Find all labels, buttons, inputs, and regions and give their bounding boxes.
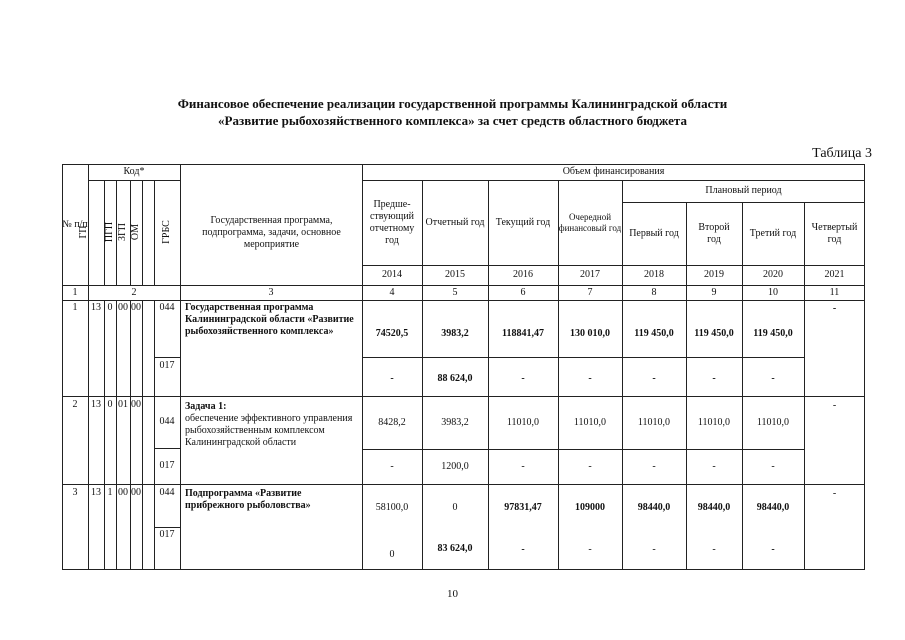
row2-l2-2016: - [521, 461, 525, 472]
index-10: 10 [768, 286, 778, 298]
header-current-year: Текущий год [495, 216, 551, 228]
row3-num: 3 [72, 487, 78, 498]
header-code-pgp: ПГП [104, 221, 115, 243]
row3-l1-2018: 98440,0 [637, 502, 671, 513]
row1-num: 1 [72, 302, 78, 313]
row1-grbs-044: 044 [159, 302, 175, 313]
header-num: № п/п [62, 218, 88, 230]
row2-l1-2014: 8428,2 [378, 417, 406, 428]
row1-gp: 13 [91, 302, 101, 313]
row1-l1-2017: 130 010,0 [570, 328, 610, 339]
document-title-line-1: Финансовое обеспечение реализации государственной программы Калининградской области [177, 96, 728, 111]
index-11: 11 [829, 286, 840, 298]
row3-grbs-017: 017 [159, 529, 175, 540]
header-funding-group: Объем финансирования [562, 166, 665, 177]
row3-l1-2015: 0 [452, 502, 458, 513]
row2-pgp: 0 [107, 399, 113, 410]
row1-l2-2018: - [652, 373, 656, 384]
row2-l2-2018: - [652, 461, 656, 472]
row2-l2-2014: - [390, 461, 394, 472]
row2-2021: - [832, 400, 837, 411]
row3-pgp: 1 [107, 487, 113, 498]
row3-l1-2020: 98440,0 [756, 502, 790, 513]
row3-om: 00 [131, 487, 141, 498]
row1-l2-2020: - [771, 373, 775, 384]
year-2014: 2014 [382, 269, 402, 280]
row2-l2-2019: - [712, 461, 716, 472]
header-name: Государственная программа, подпрограмма, задачи, основное мероприятие [202, 214, 341, 250]
row1-l2-2015: 88 624,0 [437, 373, 473, 384]
row2-grbs-044: 044 [159, 416, 175, 427]
row3-gp: 13 [91, 487, 101, 498]
table-label: Таблица 3 [812, 146, 872, 161]
row3-grbs-044: 044 [159, 487, 175, 498]
row3-l2-2014: 0 [389, 549, 395, 560]
row2-l2-2020: - [771, 461, 775, 472]
header-second-year: Второй год [698, 221, 730, 245]
row1-l2-2019: - [712, 373, 716, 384]
header-code-gp: ГП [78, 225, 89, 239]
document-title-line-2: «Развитие рыбохозяйственного комплекса» за счет средств областного бюджета [218, 113, 687, 128]
year-2021: 2021 [824, 269, 845, 280]
row1-l1-2014: 74520,5 [375, 328, 409, 339]
row3-l2-2016: - [521, 544, 525, 555]
row2-om: 00 [131, 399, 141, 410]
header-code-grbs: ГРБС [161, 220, 172, 244]
row3-l1-2019: 98440,0 [697, 502, 731, 513]
year-2015: 2015 [445, 269, 465, 280]
row2-l1-2018: 11010,0 [637, 417, 671, 428]
row1-pgp: 0 [107, 302, 113, 313]
header-next-fin-year: Очередной финансовый год [558, 211, 622, 233]
header-code-om: ОМ [130, 223, 141, 241]
funding-table [62, 164, 865, 570]
row3-zgp: 00 [118, 487, 128, 498]
header-report-year: Отчетный год [425, 216, 485, 228]
index-6: 6 [520, 286, 526, 298]
row1-l1-2018: 119 450,0 [634, 328, 674, 339]
row3-l1-2014: 58100,0 [375, 502, 409, 513]
index-4: 4 [389, 286, 395, 298]
row2-l1-2020: 11010,0 [756, 417, 790, 428]
row2-num: 2 [72, 399, 78, 410]
row2-name-head: Задача 1: [185, 401, 227, 412]
row1-l2-2016: - [521, 373, 525, 384]
index-1: 1 [72, 286, 78, 298]
row2-l1-2017: 11010,0 [573, 417, 607, 428]
row2-name: обеспечение эффективного управления рыбохозяйственным комплексом Калининградской области [185, 413, 353, 448]
row1-2021: - [832, 303, 837, 314]
header-fourth-year: Четвертый год [811, 221, 858, 245]
year-2017: 2017 [580, 269, 600, 280]
index-3: 3 [268, 286, 274, 298]
row2-l2-2017: - [588, 461, 592, 472]
row3-l1-2016: 97831,47 [504, 502, 542, 513]
header-code-zgp: ЗГП [117, 223, 128, 242]
header-first-year: Первый год [629, 227, 679, 239]
row1-l2-2014: - [390, 373, 394, 384]
year-2016: 2016 [513, 269, 533, 280]
index-2: 2 [131, 286, 137, 298]
header-prev-year: Предше-ствующий отчетному год [369, 198, 415, 246]
row2-gp: 13 [91, 399, 101, 410]
row1-name: Государственная программа Калининградской области «Развитие рыбохозяйственного комплекса» [185, 302, 354, 337]
row3-2021: - [832, 488, 837, 499]
row3-name: Подпрограмма «Развитие прибрежного рыболовства» [185, 488, 311, 511]
row3-l2-2018: - [652, 544, 656, 555]
header-third-year: Третий год [749, 227, 797, 239]
row1-l1-2015: 3983,2 [441, 328, 469, 339]
row3-l2-2020: - [771, 544, 775, 555]
index-5: 5 [452, 286, 458, 298]
row1-l1-2020: 119 450,0 [753, 328, 793, 339]
header-code-group: Код* [123, 166, 145, 177]
row1-l1-2016: 118841,47 [502, 328, 544, 339]
row2-l1-2016: 11010,0 [506, 417, 540, 428]
row1-om-filler [142, 302, 154, 314]
row3-l1-2017: 109000 [575, 502, 605, 513]
row1-om: 00 [131, 302, 141, 313]
row2-grbs-017: 017 [159, 460, 175, 471]
row2-l1-2019: 11010,0 [697, 417, 731, 428]
year-2018: 2018 [644, 269, 664, 280]
year-2019: 2019 [704, 269, 724, 280]
row3-l2-2015: 83 624,0 [437, 543, 473, 554]
row2-l2-2015: 1200,0 [441, 461, 469, 472]
row3-l2-2019: - [712, 544, 716, 555]
row1-l2-2017: - [588, 373, 592, 384]
row2-zgp: 01 [118, 399, 128, 410]
index-7: 7 [587, 286, 593, 298]
row1-l1-2019: 119 450,0 [694, 328, 734, 339]
index-8: 8 [651, 286, 657, 298]
page-number: 10 [447, 588, 458, 600]
index-9: 9 [711, 286, 717, 298]
row1-zgp: 00 [118, 302, 128, 313]
row3-l2-2017: - [588, 544, 592, 555]
header-planned-group: Плановый период [705, 185, 782, 196]
year-2020: 2020 [763, 269, 783, 280]
row1-grbs-017: 017 [159, 360, 175, 371]
row2-l1-2015: 3983,2 [441, 417, 469, 428]
